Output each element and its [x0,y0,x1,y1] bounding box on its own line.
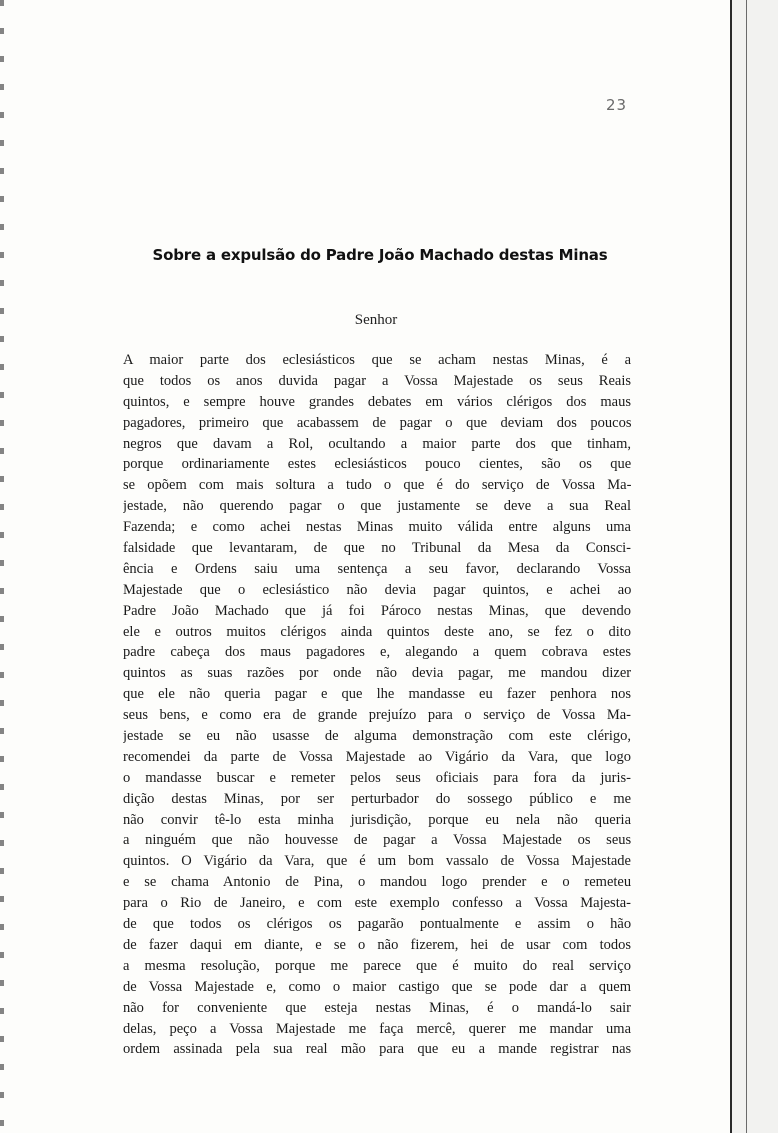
page-number: 23 [606,96,628,114]
salutation: Senhor [354,312,398,328]
scan-left-edge [0,0,4,1133]
body-line: Majestade que o eclesiástico não devia pagar quintos, e achei ao [123,581,631,598]
body-line: ordem assinada pela sua real mão para que eu a mande registrar nas [123,1041,631,1058]
body-line: Padre João Machado que já foi Pároco nestas Minas, que devendo [123,602,631,619]
body-line: de Vossa Majestade e, como o maior castigo que se pode dar a quem [123,978,631,995]
body-line: de fazer daqui em diante, e se o não fizerem, hei de usar com todos [123,936,631,953]
body-line: jestade, não querendo pagar o que justamente se deve a sua Real [123,498,631,515]
body-line: padre cabeça dos maus pagadores e, alegando a quem cobrava estes [123,644,631,661]
body-line: a ninguém que não houvesse de pagar a Vossa Majestade os seus [123,832,631,849]
body-line: a mesma resolução, porque me parece que é muito do real serviço [123,957,631,974]
body-line: de que todos os clérigos os pagarão pontualmente e assim o hão [123,916,631,933]
body-line: não for conveniente que esteja nestas Minas, é o mandá-lo sair [123,999,631,1016]
body-line: delas, peço a Vossa Majestade me faça mercê, querer me mandar uma [123,1020,631,1037]
body-line: quintos, e sempre houve grandes debates em vários clérigos dos maus [123,393,631,410]
body-line: ele e outros muitos clérigos ainda quintos deste ano, se fez o dito [123,623,631,640]
body-line: não convir tê-lo esta minha jurisdição, porque eu nela não queria [123,811,631,828]
body-line: recomendei da parte de Vossa Majestade ao Vigário da Vara, que logo [123,748,631,765]
scan-right-margin [730,0,778,1133]
letter-body [123,350,631,1060]
margin-line [746,0,747,1133]
document-title: Sobre a expulsão do Padre João Machado destas Minas [152,246,608,264]
body-line: ência e Ordens saiu uma sentença a seu favor, declarando Vossa [123,560,631,577]
body-line: negros que davam a Rol, ocultando a maior parte dos que tinham, [123,435,631,452]
body-line: o mandasse buscar e remeter pelos seus oficiais para fora da juris- [123,769,631,786]
body-line: se opõem com mais soltura a tudo o que é do serviço de Vossa Ma- [123,477,631,494]
body-line: porque ordinariamente estes eclesiásticos pouco cientes, são os que [123,456,631,473]
body-line: quintos as suas razões por onde não devia pagar, me mandou dizer [123,665,631,682]
body-line: quintos. O Vigário da Vara, que é um bom vassalo de Vossa Majestade [123,853,631,870]
body-line: Fazenda; e como achei nestas Minas muito válida entre alguns uma [123,519,631,536]
body-line: seus bens, e como era de grande prejuízo para o serviço de Vossa Ma- [123,707,631,724]
body-line: dição destas Minas, por ser perturbador do sossego público e me [123,790,631,807]
body-line: que todos os anos duvida pagar a Vossa Majestade os seus Reais [123,372,631,389]
body-line: jestade se eu não usasse de alguma demonstração com este clérigo, [123,728,631,745]
body-line: pagadores, primeiro que acabassem de pagar o que deviam dos poucos [123,414,631,431]
body-line: falsidade que levantaram, de que no Tribunal da Mesa da Consci- [123,540,631,557]
body-line: A maior parte dos eclesiásticos que se acham nestas Minas, é a [123,352,631,368]
body-line: e se chama Antonio de Pina, o mandou logo prender e o remeteu [123,874,631,891]
body-line: que ele não queria pagar e que lhe mandasse eu fazer penhora nos [123,686,631,703]
body-line: para o Rio de Janeiro, e com este exemplo confesso a Vossa Majesta- [123,895,631,912]
